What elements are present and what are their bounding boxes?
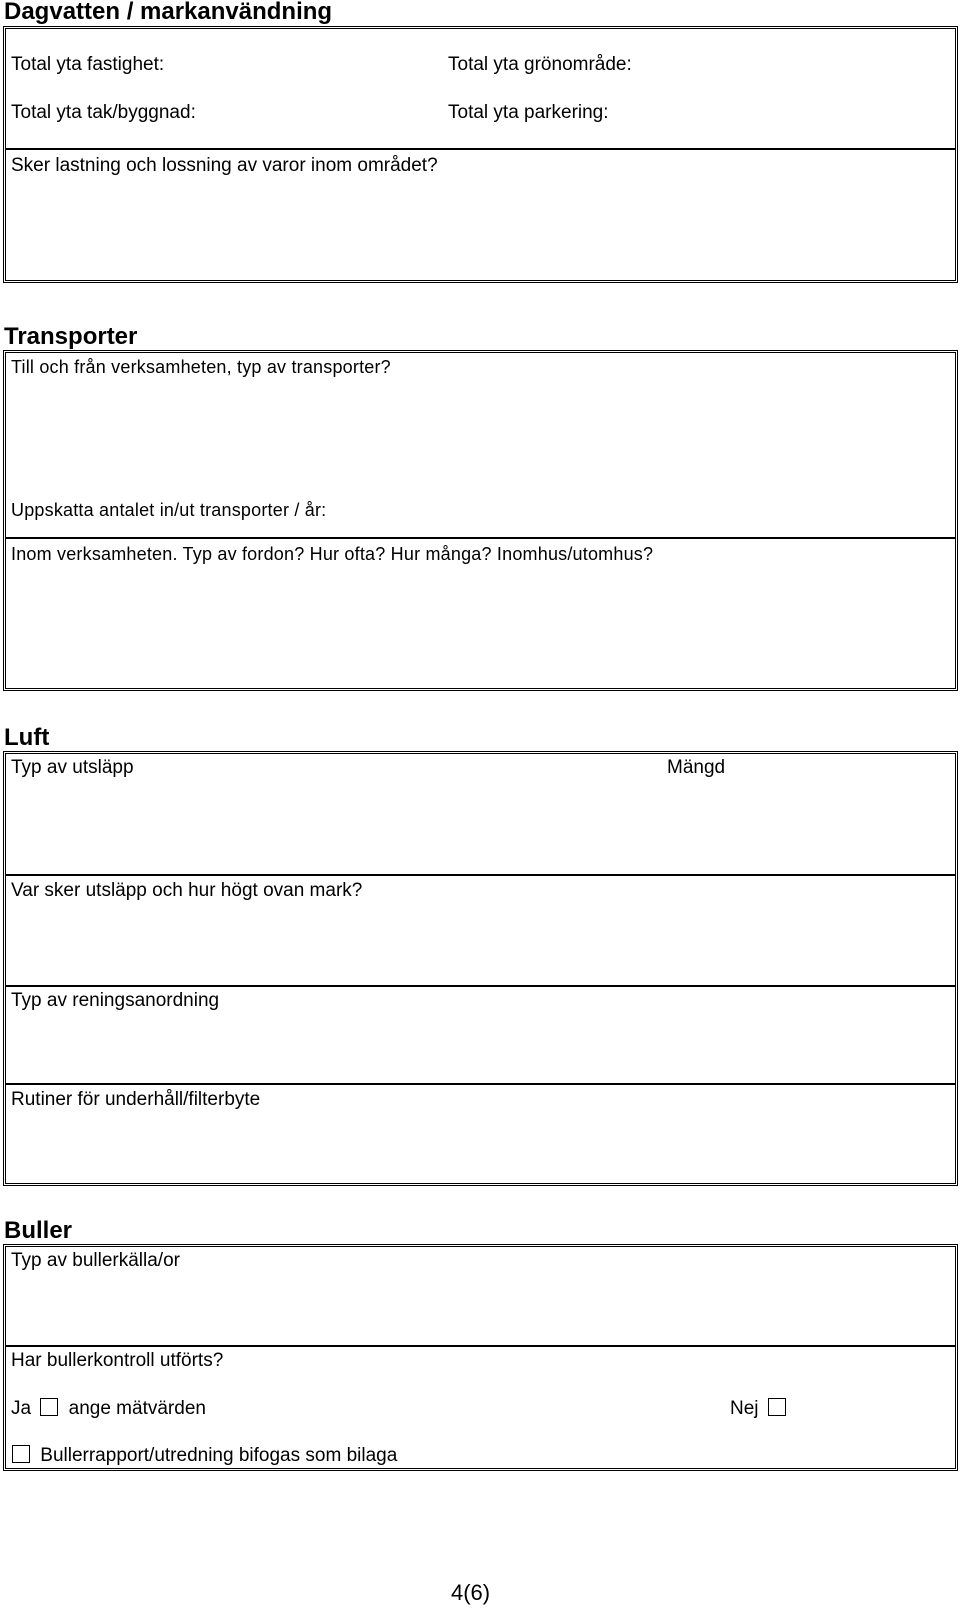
inom-verksamheten-question[interactable]: Inom verksamheten. Typ av fordon? Hur ofta? Hur många? Inomhus/utomhus? [11, 544, 654, 564]
ja-option [11, 1398, 206, 1420]
ja-label: Ja [11, 1398, 32, 1419]
divider [6, 1083, 956, 1085]
nej-option [730, 1398, 786, 1420]
var-sker-utslapp-question[interactable]: Var sker utsläpp och hur högt ovan mark? [11, 880, 363, 901]
bullerkalla-label[interactable]: Typ av bullerkälla/or [11, 1250, 180, 1271]
bilaga-option [12, 1445, 397, 1467]
total-yta-parkering-label[interactable]: Total yta parkering: [448, 102, 609, 123]
uppskatta-question[interactable]: Uppskatta antalet in/ut transporter / år: [11, 500, 327, 520]
divider [6, 985, 956, 987]
section-title-dagvatten: Dagvatten / markanvändning [4, 0, 333, 25]
bilaga-label: Bullerrapport/utredning bifogas som bilaga [40, 1445, 398, 1466]
total-yta-gronomrade-label[interactable]: Total yta grönområde: [448, 54, 632, 75]
section-title-buller: Buller [4, 1217, 73, 1244]
luft-box [3, 751, 958, 1186]
lastning-question[interactable]: Sker lastning och lossning av varor inom området? [11, 155, 438, 176]
section-title-transporter: Transporter [4, 323, 138, 350]
mangd-label[interactable]: Mängd [667, 757, 726, 778]
typ-av-utslapp-label[interactable]: Typ av utsläpp [11, 757, 134, 778]
total-yta-tak-label[interactable]: Total yta tak/byggnad: [11, 102, 196, 123]
rutiner-label[interactable]: Rutiner för underhåll/filterbyte [11, 1089, 261, 1110]
nej-label: Nej [730, 1398, 759, 1419]
nej-checkbox[interactable] [768, 1398, 786, 1416]
section-title-luft: Luft [4, 724, 50, 751]
bullerkontroll-question: Har bullerkontroll utförts? [11, 1350, 224, 1371]
ja-checkbox[interactable] [40, 1398, 58, 1416]
reningsanordning-label[interactable]: Typ av reningsanordning [11, 990, 220, 1011]
total-yta-fastighet-label[interactable]: Total yta fastighet: [11, 54, 165, 75]
divider [6, 874, 956, 876]
page-number: 4(6) [451, 1580, 491, 1605]
divider [6, 1345, 956, 1347]
bilaga-checkbox[interactable] [12, 1445, 30, 1463]
divider [6, 148, 956, 150]
ange-matvarden-label[interactable]: ange mätvärden [68, 1398, 206, 1419]
divider [6, 537, 956, 539]
till-fran-question[interactable]: Till och från verksamheten, typ av transporter? [11, 357, 391, 377]
